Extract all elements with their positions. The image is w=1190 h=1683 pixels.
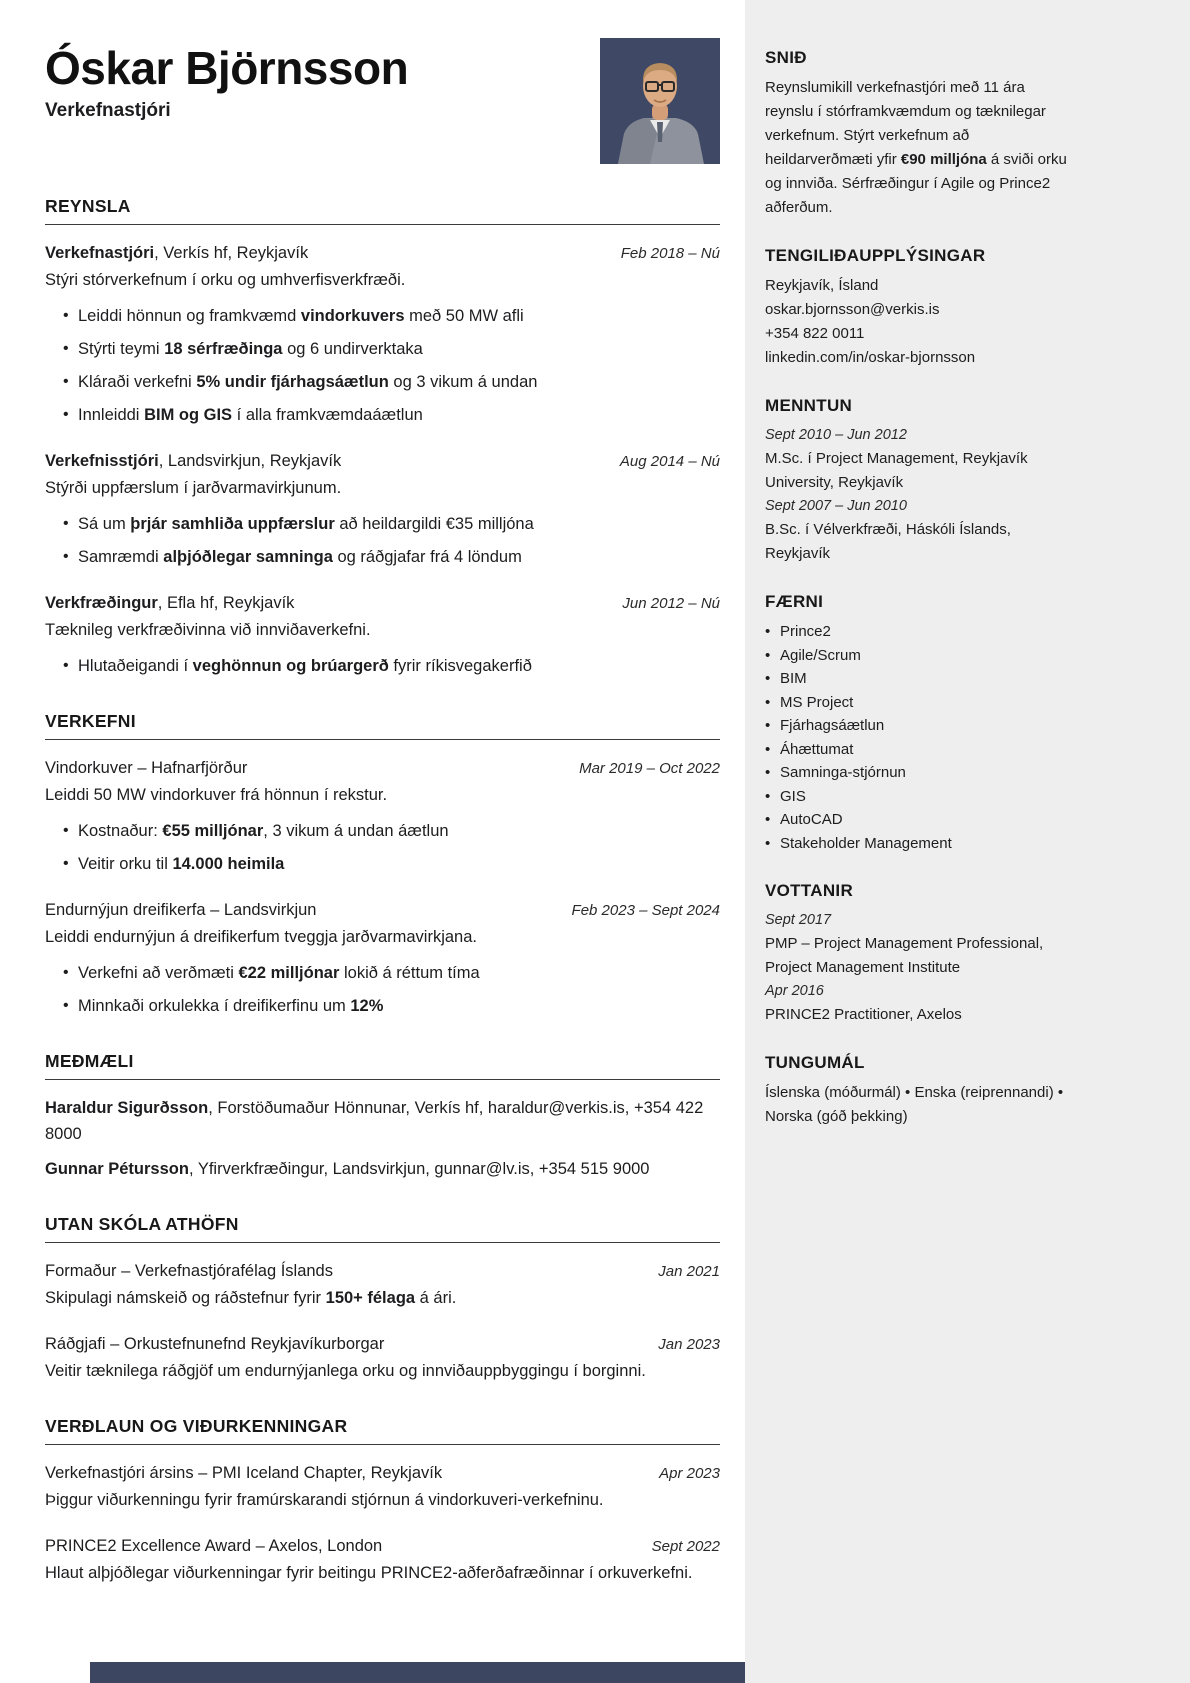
activity-summary: Skipulagi námskeið og ráðstefnur fyrir 150+ félaga á ári. [45,1289,457,1307]
project-date: Feb 2023 – Sept 2024 [571,902,720,919]
award-date: Apr 2023 [659,1465,720,1482]
job-title: Verkfræðingur, Efla hf, Reykjavík [45,594,295,612]
contact-location: Reykjavík, Ísland [765,277,879,294]
job-date: Jun 2012 – Nú [622,595,720,612]
project-summary: Leiddi endurnýjun á dreifikerfum tveggja jarðvarmavirkjana. [45,928,477,946]
section-awards [45,1416,720,1586]
section-heading-references: MEÐMÆLI [45,1051,720,1080]
section-heading-activities: UTAN SKÓLA ATHÖFN [45,1214,720,1243]
job-summary: Stýri stórverkefnum í orku og umhverfisverkfræði. [45,271,406,289]
award-summary: Þiggur viðurkenningu fyrir framúrskarandi stjórnun á vindorkuveri-verkefninu. [45,1491,604,1509]
person-name: Óskar Björnsson [45,42,409,94]
sidebar-heading-profile: SNIÐ [765,48,807,67]
job-bullets [45,653,720,679]
skill-item: • Agile/Scrum [765,644,1075,668]
experience-entry [45,590,720,679]
bullet-item: • Samræmdi alþjóðlegar samninga og ráðgjafar frá 4 löndum [45,544,720,570]
education-degree: M.Sc. í Project Management, Reykjavík University, Reykjavík [765,450,1028,491]
education-date: Sept 2010 – Jun 2012 [765,427,907,443]
section-projects [45,711,720,1019]
languages-text: Íslenska (móðurmál) • Enska (reiprennandi) • Norska (góð þekking) [765,1084,1064,1125]
award-date: Sept 2022 [651,1538,720,1555]
sidebar-section-languages [765,1053,1075,1129]
skills-list [765,620,1075,855]
sidebar-heading-education: MENNTUN [765,396,853,415]
experience-entry [45,448,720,570]
bullet-item: • Kostnaður: €55 milljónar, 3 vikum á undan áætlun [45,818,720,844]
skill-item: • BIM [765,667,1075,691]
next-page-preview-bar [90,1662,745,1683]
bullet-item: • Hlutaðeigandi í veghönnun og brúargerð fyrir ríkisvegakerfið [45,653,720,679]
experience-entry [45,240,720,428]
activity-title: Ráðgjafi – Orkustefnunefnd Reykjavíkurborgar [45,1335,385,1353]
sidebar-heading-languages: TUNGUMÁL [765,1053,865,1072]
activity-entry [45,1258,720,1311]
sidebar-section-certifications [765,881,1075,1027]
section-heading-awards: VERÐLAUN OG VIÐURKENNINGAR [45,1416,720,1445]
sidebar-section-skills [765,592,1075,855]
bullet-item: • Kláraði verkefni 5% undir fjárhagsáætlun og 3 vikum á undan [45,369,720,395]
activity-date: Jan 2023 [658,1336,720,1353]
reference-line: Gunnar Pétursson, Yfirverkfræðingur, Landsvirkjun, gunnar@lv.is, +354 515 9000 [45,1160,650,1178]
profile-summary: Reynslumikill verkefnastjóri með 11 ára reynslu í stórframkvæmdum og tæknilegar verkefnum. Stýrt verkefnum að heildarverðmæti yfir €90 milljóna á sviði orku og innviða. Sérfræðingur í Agile og Prince2 aðferðum. [765,79,1067,216]
skill-item: • MS Project [765,691,1075,715]
job-title: Verkefnastjóri, Verkís hf, Reykjavík [45,244,309,262]
skill-item: • Fjárhagsáætlun [765,714,1075,738]
education-date: Sept 2007 – Jun 2010 [765,498,907,514]
bullet-item: • Leiddi hönnun og framkvæmd vindorkuvers með 50 MW afli [45,303,720,329]
award-title: PRINCE2 Excellence Award – Axelos, London [45,1537,383,1555]
resume-header [45,44,720,164]
person-role: Verkefnastjóri [45,100,171,122]
project-title: Vindorkuver – Hafnarfjörður [45,759,248,777]
activity-date: Jan 2021 [658,1263,720,1280]
skill-item: • Samninga-stjórnun [765,761,1075,785]
section-activities [45,1214,720,1384]
job-summary: Stýrði uppfærslum í jarðvarmavirkjunum. [45,479,342,497]
activity-title: Formaður – Verkefnastjórafélag Íslands [45,1262,333,1280]
sidebar-section-education [765,396,1075,566]
sidebar-section-contact [765,246,1075,370]
reference-line: Haraldur Sigurðsson, Forstöðumaður Hönnunar, Verkís hf, haraldur@verkis.is, +354 422 8000 [45,1099,704,1143]
award-title: Verkefnastjóri ársins – PMI Iceland Chapter, Reykjavík [45,1464,443,1482]
identity-block [45,44,408,122]
skill-item: • Áhættumat [765,738,1075,762]
profile-photo [600,38,720,164]
project-summary: Leiddi 50 MW vindorkuver frá hönnun í rekstur. [45,786,388,804]
project-bullets [45,960,720,1019]
education-degree: B.Sc. í Vélverkfræði, Háskóli Íslands, Reykjavík [765,521,1011,562]
skill-item: • AutoCAD [765,808,1075,832]
job-title: Verkefnisstjóri, Landsvirkjun, Reykjavík [45,452,342,470]
bullet-item: • Stýrti teymi 18 sérfræðinga og 6 undirverktaka [45,336,720,362]
activity-summary: Veitir tæknilega ráðgjöf um endurnýjanlega orku og innviðauppbyggingu í borginni. [45,1362,646,1380]
contact-email: oskar.bjornsson@verkis.is [765,301,940,318]
skill-item: • GIS [765,785,1075,809]
job-bullets [45,303,720,428]
skill-item: • Stakeholder Management [765,832,1075,856]
certification-date: Sept 2017 [765,912,832,928]
activity-entry [45,1331,720,1384]
project-entry [45,755,720,877]
skill-item: • Prince2 [765,620,1075,644]
project-bullets [45,818,720,877]
award-entry [45,1460,720,1513]
job-bullets [45,511,720,570]
bullet-item: • Veitir orku til 14.000 heimila [45,851,720,877]
sidebar-section-profile [765,48,1075,220]
award-entry [45,1533,720,1586]
profile-photo-illustration [600,38,720,164]
project-title: Endurnýjun dreifikerfa – Landsvirkjun [45,901,317,919]
section-heading-projects: VERKEFNI [45,711,720,740]
bullet-item: • Minnkaði orkulekka í dreifikerfinu um 12% [45,993,720,1019]
bullet-item: • Innleiddi BIM og GIS í alla framkvæmdaáætlun [45,402,720,428]
bullet-item: • Verkefni að verðmæti €22 milljónar lokið á réttum tíma [45,960,720,986]
bullet-item: • Sá um þrjár samhliða uppfærslur að heildargildi €35 milljóna [45,511,720,537]
sidebar-heading-certifications: VOTTANIR [765,881,854,900]
award-summary: Hlaut alþjóðlegar viðurkenningar fyrir beitingu PRINCE2-aðferðafræðinnar í orkuverkefni. [45,1564,693,1582]
sidebar-heading-contact: TENGILIÐAUPPLÝSINGAR [765,246,986,265]
job-summary: Tæknileg verkfræðivinna við innviðaverkefni. [45,621,371,639]
job-date: Aug 2014 – Nú [619,453,720,470]
section-experience [45,196,720,679]
certification-name: PRINCE2 Practitioner, Axelos [765,1006,962,1023]
project-date: Mar 2019 – Oct 2022 [579,760,720,777]
section-references [45,1051,720,1182]
contact-phone: +354 822 0011 [765,325,865,342]
project-entry [45,897,720,1019]
certification-date: Apr 2016 [765,983,824,999]
certification-name: PMP – Project Management Professional, Project Management Institute [765,935,1044,976]
job-date: Feb 2018 – Nú [620,245,720,262]
sidebar-heading-skills: FÆRNI [765,592,824,611]
contact-linkedin: linkedin.com/in/oskar-bjornsson [765,349,976,366]
section-heading-experience: REYNSLA [45,196,720,225]
sidebar [745,0,1190,1683]
